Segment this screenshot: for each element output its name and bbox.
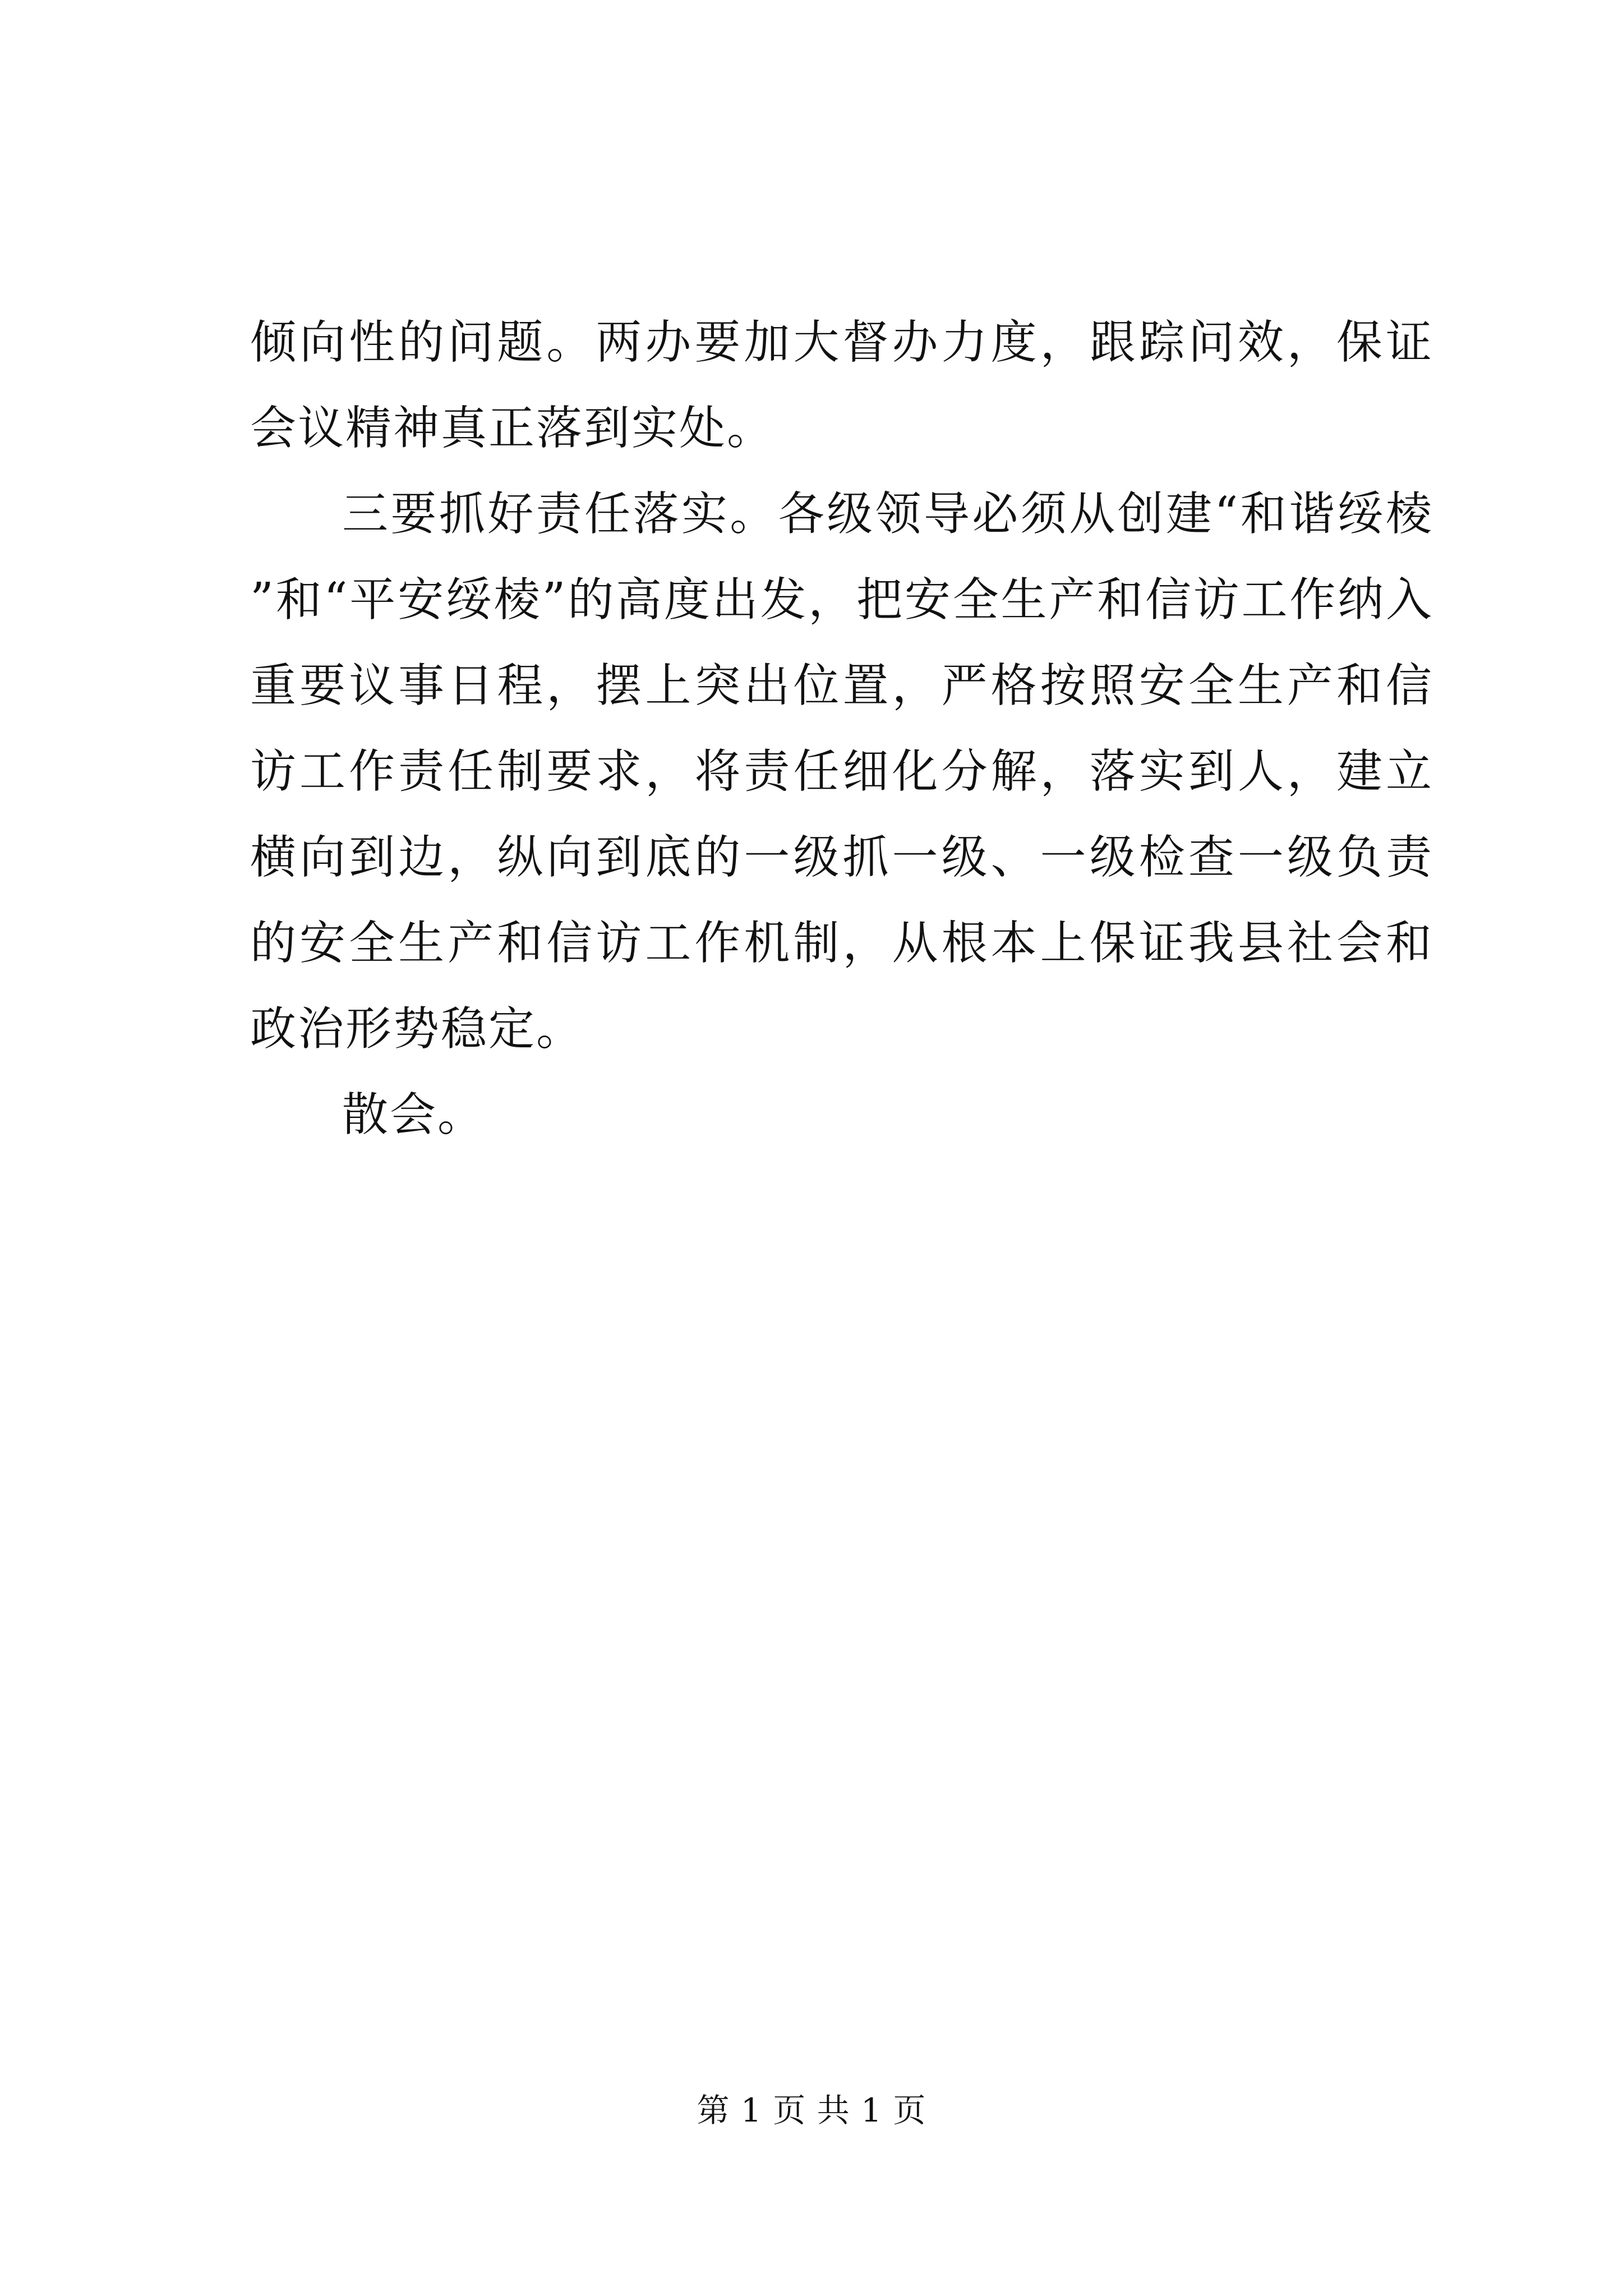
paragraph-responsibility: 三要抓好责任落实。各级领导必须从创建“和谐绥棱”和“平安绥棱”的高度出发，把安全生产和信访工作纳入重要议事日程，摆上突出位置，严格按照安全生产和信访工作责任制要求，将责任细化分解，落实到人，建立横向到边，纵向到底的一级抓一级、一级检查一级负责的安全生产和信访工作机制，从根本上保证我县社会和政治形势稳定。 [250, 487, 1433, 1056]
paragraph-continuation: 倾向性的问题。两办要加大督办力度，跟踪问效，保证会议精神真正落到实处。 [250, 316, 1433, 455]
document-body [250, 300, 1433, 1158]
page-footer [0, 2088, 1623, 2133]
paragraph-closing: 散会。 [342, 1088, 486, 1142]
page-number: 第 1 页 共 1 页 [697, 2091, 926, 2129]
